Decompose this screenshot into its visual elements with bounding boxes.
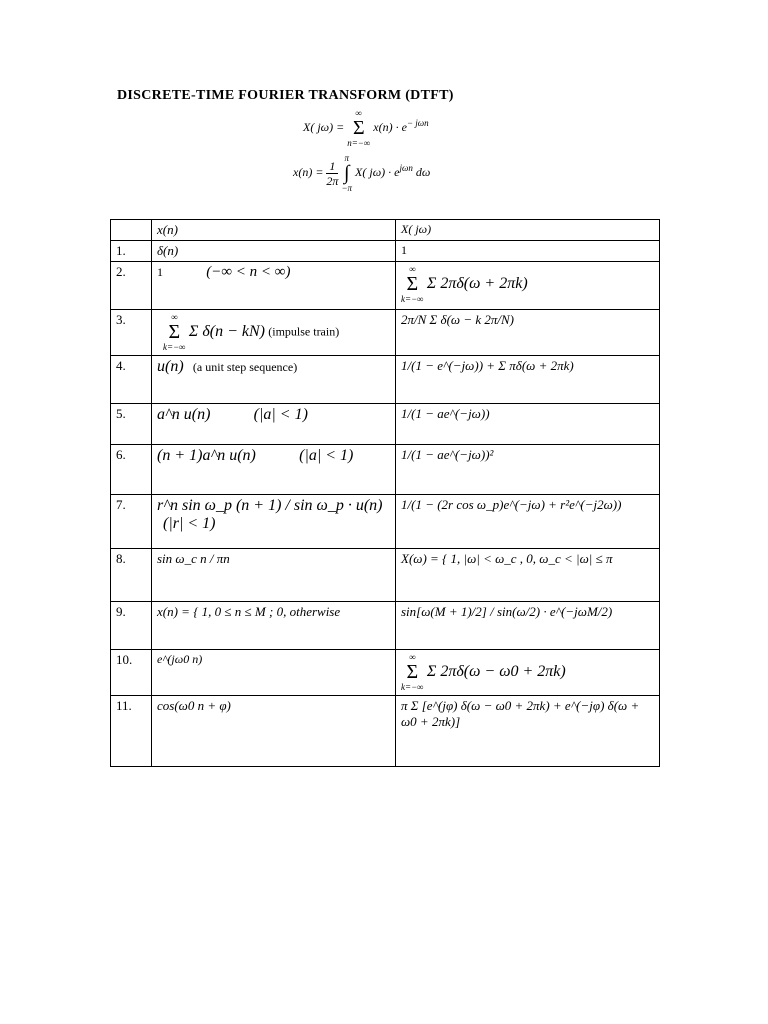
row-Xw: 1/(1 − e^(−jω)) + Σ πδ(ω + 2πk) [396, 356, 660, 404]
table-header-row [111, 220, 660, 241]
row-index: 1. [111, 241, 152, 262]
row-Xw: 2π/N Σ δ(ω − k 2π/N) [396, 310, 660, 356]
row-index: 11. [111, 696, 152, 767]
analysis-exponent: − jωn [406, 117, 429, 128]
row-Xw: 1 [396, 241, 660, 262]
row-Xw: ∞ Σ k=−∞ Σ 2πδ(ω − ω0 + 2πk) [396, 650, 660, 696]
table-row [111, 495, 660, 549]
synthesis-fraction: $\frac{1}{2\pi}$ [326, 158, 339, 188]
row-xn: a^n u(n) (|a| < 1) [152, 404, 396, 445]
table-row [111, 445, 660, 495]
row-xn: u(n) (a unit step sequence) [152, 356, 396, 404]
row-xn: cos(ω0 n + φ) [152, 696, 396, 767]
header-xn: x(n) [152, 220, 396, 241]
table-row [111, 262, 660, 310]
sum-symbol: ∞ Σ k=−∞ [163, 312, 186, 352]
row-index: 7. [111, 495, 152, 549]
synthesis-rhs: X( jω) · e [355, 164, 400, 179]
row-index: 5. [111, 404, 152, 445]
synthesis-tail: dω [415, 164, 431, 179]
analysis-equation [303, 108, 429, 148]
table-row [111, 602, 660, 650]
analysis-lhs: X( jω) = [303, 119, 345, 134]
row-xn: x(n) = { 1, 0 ≤ n ≤ M ; 0, otherwise [152, 602, 396, 650]
integral-symbol: π ∫ −π [341, 153, 353, 193]
row-xn: ∞ Σ k=−∞ Σ δ(n − kN) (impulse train) [152, 310, 396, 356]
row-Xw: sin[ω(M + 1)/2] / sin(ω/2) · e^(−jωM/2) [396, 602, 660, 650]
row-index: 6. [111, 445, 152, 495]
row-Xw: 1/(1 − (2r cos ω_p)e^(−jω) + r²e^(−j2ω)) [396, 495, 660, 549]
header-Xw: X( jω) [396, 220, 660, 241]
row-xn: δ(n) [152, 241, 396, 262]
row-xn: sin ω_c n / πn [152, 549, 396, 602]
row-index: 8. [111, 549, 152, 602]
row-Xw: π Σ [e^(jφ) δ(ω − ω0 + 2πk) + e^(−jφ) δ(ω + ω0 + 2πk)] [396, 696, 660, 767]
sum-symbol: ∞ Σ k=−∞ [401, 264, 424, 304]
row-index: 10. [111, 650, 152, 696]
synthesis-equation [293, 153, 430, 193]
table-row [111, 549, 660, 602]
row-xn: r^n sin ω_p (n + 1) / sin ω_p · u(n) (|r| < 1) [152, 495, 396, 549]
row-Xw: ∞ Σ k=−∞ Σ 2πδ(ω + 2πk) [396, 262, 660, 310]
row-Xw: X(ω) = { 1, |ω| < ω_c , 0, ω_c < |ω| ≤ π [396, 549, 660, 602]
row-Xw: 1/(1 − ae^(−jω)) [396, 404, 660, 445]
header-index-cell [111, 220, 152, 241]
table-row [111, 650, 660, 696]
analysis-rhs: x(n) · e [373, 119, 407, 134]
table-row [111, 696, 660, 767]
sum-symbol: ∞ Σ n=−∞ [347, 108, 371, 148]
dtft-table [110, 219, 660, 767]
row-index: 2. [111, 262, 152, 310]
row-xn: e^(jω0 n) [152, 650, 396, 696]
page-title: DISCRETE-TIME FOURIER TRANSFORM (DTFT) [117, 88, 454, 103]
row-index: 9. [111, 602, 152, 650]
row-xn: (n + 1)a^n u(n) (|a| < 1) [152, 445, 396, 495]
synthesis-lhs: x(n) = [293, 164, 324, 179]
table-row [111, 310, 660, 356]
sum-symbol: ∞ Σ k=−∞ [401, 652, 424, 692]
row-index: 4. [111, 356, 152, 404]
row-Xw: 1/(1 − ae^(−jω))² [396, 445, 660, 495]
row-xn: 1 (−∞ < n < ∞) [152, 262, 396, 310]
row-index: 3. [111, 310, 152, 356]
table-row [111, 404, 660, 445]
table-row [111, 356, 660, 404]
synthesis-exponent: jωn [399, 162, 413, 173]
table-row [111, 241, 660, 262]
